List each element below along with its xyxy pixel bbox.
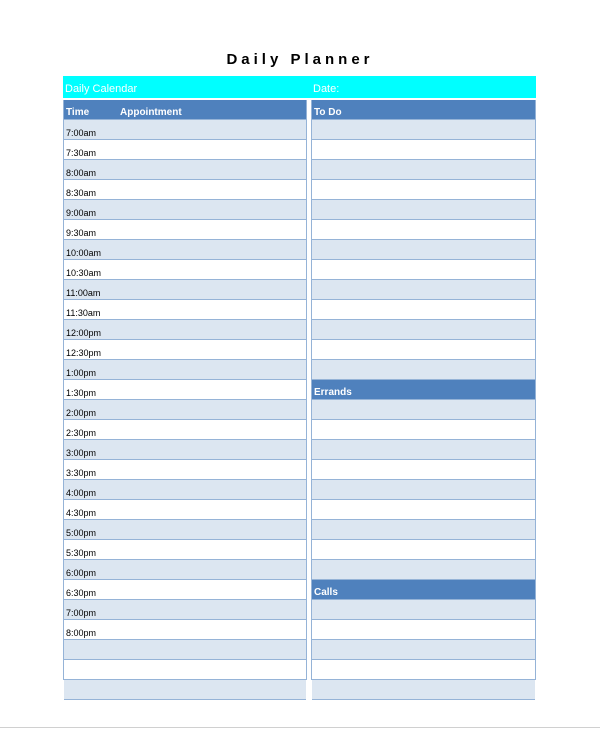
list-row[interactable] (312, 120, 535, 140)
time-slot-row[interactable] (64, 680, 306, 700)
time-slot-row[interactable] (64, 500, 306, 520)
list-row[interactable] (312, 200, 535, 220)
list-row[interactable] (312, 540, 535, 560)
time-slot-row[interactable] (64, 560, 306, 580)
time-label: 8:00pm (66, 628, 97, 638)
time-label: 3:30pm (66, 468, 97, 478)
list-row[interactable] (312, 680, 535, 700)
time-label: 4:00pm (66, 488, 97, 498)
time-slot-row[interactable] (64, 360, 306, 380)
time-header: Time (66, 107, 90, 118)
list-row[interactable] (312, 660, 535, 680)
time-slot-row[interactable] (64, 320, 306, 340)
appointment-header (64, 100, 306, 120)
time-label: 1:00pm (66, 368, 97, 378)
todo-header-label: To Do (314, 107, 342, 118)
time-slot-row[interactable] (64, 400, 306, 420)
time-slot-row[interactable] (64, 660, 306, 680)
list-row[interactable] (312, 280, 535, 300)
time-label: 7:30am (66, 148, 97, 158)
errands-header-label: Errands (314, 387, 352, 398)
page-title: Daily Planner (226, 51, 374, 68)
date-label: Date: (313, 83, 340, 95)
time-slot-row[interactable] (64, 220, 306, 240)
daily-calendar-label: Daily Calendar (65, 83, 138, 95)
time-label: 9:00am (66, 208, 97, 218)
time-label: 6:00pm (66, 568, 97, 578)
list-row[interactable] (312, 600, 535, 620)
list-row[interactable] (312, 240, 535, 260)
time-label: 8:30am (66, 188, 97, 198)
list-row[interactable] (312, 420, 535, 440)
list-row[interactable] (312, 300, 535, 320)
time-slot-row[interactable] (64, 480, 306, 500)
list-row[interactable] (312, 440, 535, 460)
calls-header-label: Calls (314, 587, 338, 598)
list-row[interactable] (312, 640, 535, 660)
list-row[interactable] (312, 560, 535, 580)
time-slot-row[interactable] (64, 120, 306, 140)
time-slot-row[interactable] (64, 140, 306, 160)
list-row[interactable] (312, 140, 535, 160)
time-label: 7:00am (66, 128, 97, 138)
time-slot-row[interactable] (64, 180, 306, 200)
list-row[interactable] (312, 260, 535, 280)
calls-header (312, 580, 535, 600)
list-row[interactable] (312, 360, 535, 380)
list-row[interactable] (312, 500, 535, 520)
list-row[interactable] (312, 400, 535, 420)
time-label: 10:00am (66, 248, 102, 258)
time-label: 11:00am (66, 288, 101, 298)
time-slot-row[interactable] (64, 160, 306, 180)
time-slot-row[interactable] (64, 340, 306, 360)
time-slot-row[interactable] (64, 620, 306, 640)
errands-header (312, 380, 535, 400)
list-row[interactable] (312, 160, 535, 180)
list-row[interactable] (312, 320, 535, 340)
appointment-column (63, 100, 307, 680)
time-label: 2:30pm (66, 428, 97, 438)
time-label: 12:00pm (66, 328, 102, 338)
time-slot-row[interactable] (64, 460, 306, 480)
time-label: 2:00pm (66, 408, 97, 418)
time-label: 7:00pm (66, 608, 97, 618)
time-label: 6:30pm (66, 588, 97, 598)
time-label: 11:30am (66, 308, 101, 318)
appointment-header-label: Appointment (120, 107, 182, 118)
time-slot-row[interactable] (64, 540, 306, 560)
list-row[interactable] (312, 480, 535, 500)
time-label: 5:30pm (66, 548, 97, 558)
time-label: 4:30pm (66, 508, 97, 518)
time-slot-row[interactable] (64, 300, 306, 320)
time-label: 10:30am (66, 268, 102, 278)
list-row[interactable] (312, 460, 535, 480)
list-row[interactable] (312, 620, 535, 640)
banner (63, 76, 536, 98)
list-row[interactable] (312, 180, 535, 200)
time-label: 9:30am (66, 228, 97, 238)
list-row[interactable] (312, 220, 535, 240)
list-row[interactable] (312, 340, 535, 360)
list-row[interactable] (312, 520, 535, 540)
time-slot-row[interactable] (64, 600, 306, 620)
todo-header (312, 100, 535, 120)
time-label: 3:00pm (66, 448, 97, 458)
time-label: 5:00pm (66, 528, 97, 538)
time-slot-row[interactable] (64, 580, 306, 600)
time-label: 1:30pm (66, 388, 97, 398)
time-slot-row[interactable] (64, 380, 306, 400)
time-label: 12:30pm (66, 348, 102, 358)
time-slot-row[interactable] (64, 200, 306, 220)
time-slot-row[interactable] (64, 420, 306, 440)
time-slot-row[interactable] (64, 520, 306, 540)
time-slot-row[interactable] (64, 640, 306, 660)
time-label: 8:00am (66, 168, 97, 178)
time-slot-row[interactable] (64, 440, 306, 460)
time-slot-row[interactable] (64, 260, 306, 280)
todo-column (311, 100, 536, 680)
time-slot-row[interactable] (64, 280, 306, 300)
time-slot-row[interactable] (64, 240, 306, 260)
